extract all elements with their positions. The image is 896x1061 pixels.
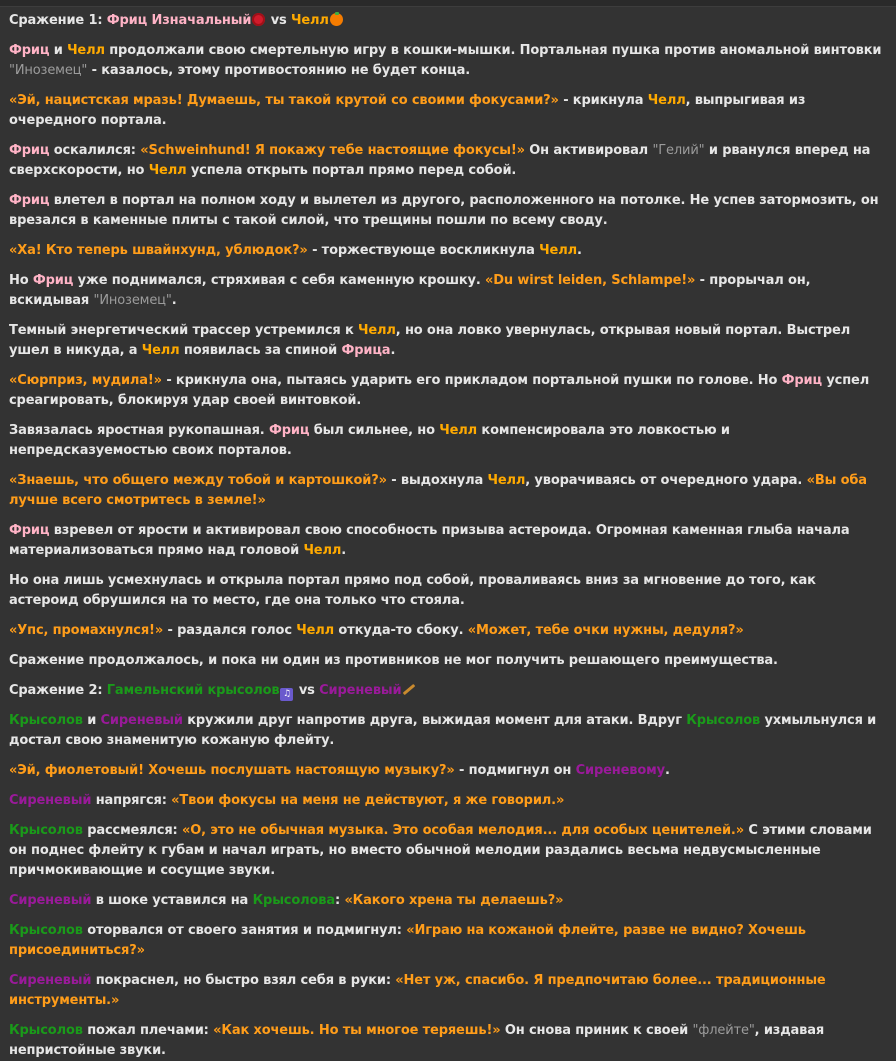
flute-icon — [402, 683, 416, 696]
highlighted-text: Крысолов — [686, 713, 761, 728]
text-segment: и рванулся вперед на сверхскорости, но — [9, 143, 871, 178]
story-paragraph — [9, 141, 888, 181]
highlighted-text: Челл — [148, 163, 187, 178]
highlighted-text: Челл — [647, 93, 686, 108]
text-segment: успела открыть портал прямо перед собой. — [186, 163, 517, 178]
story-paragraph — [9, 421, 888, 461]
text-segment: Но — [9, 273, 33, 288]
highlighted-text: Фриц Изначальный — [106, 13, 252, 28]
story-paragraph — [9, 191, 888, 231]
story-paragraph — [9, 521, 888, 561]
highlighted-text: Челл — [141, 343, 180, 358]
highlighted-text: «Может, тебе очки нужны, дедуля?» — [467, 623, 744, 638]
highlighted-text: Сиреневый — [9, 793, 92, 808]
highlighted-text: Фриц — [32, 273, 74, 288]
highlighted-text: «Du wirst leiden, Schlampe!» — [485, 273, 696, 288]
highlighted-text: Фриц — [9, 143, 50, 158]
story-paragraph — [9, 91, 888, 131]
text-segment: . — [576, 243, 582, 258]
highlighted-text: «Нет уж, спасибо. Я предпочитаю более... традиционные инструменты.» — [9, 973, 826, 1008]
text-segment: vs — [294, 683, 320, 698]
text-segment: - подмигнул он — [454, 763, 576, 778]
text-segment: Темный энергетический трассер устремился к — [9, 323, 359, 338]
highlighted-text: Гамельнский крысолов — [106, 683, 280, 698]
text-segment: продолжали свою смертельную игру в кошки-мышки. Портальная пушка против аномальной винтовки — [104, 43, 882, 58]
highlighted-text: "Гелий" — [652, 143, 705, 158]
text-segment: и — [49, 43, 68, 58]
highlighted-text: «Эй, нацистская мразь! Думаешь, ты такой крутой со своими фокусами?» — [9, 93, 559, 108]
text-segment: Сражение 2: — [9, 683, 107, 698]
story-paragraph — [9, 681, 888, 701]
highlighted-text: «Как хочешь. Но ты многое теряешь!» — [213, 1023, 501, 1038]
text-segment: - раздался голос — [163, 623, 297, 638]
text-segment: оскалился: — [49, 143, 141, 158]
highlighted-text: «Какого хрена ты делаешь?» — [344, 893, 564, 908]
text-segment: откуда-то сбоку. — [334, 623, 468, 638]
text-segment: и — [82, 713, 101, 728]
text-segment: Завязалась яростная рукопашная. — [9, 423, 269, 438]
story-paragraph — [9, 921, 888, 961]
highlighted-text: Крысолов — [9, 1023, 83, 1038]
text-segment: , выпрыгивая из очередного портала. — [9, 93, 806, 128]
highlighted-text: «О, это не обычная музыка. Это особая мелодия... для особых ценителей.» — [181, 823, 744, 838]
text-segment: : — [335, 893, 345, 908]
text-segment: Сражение 1: — [9, 13, 107, 28]
story-paragraph — [9, 1021, 888, 1061]
text-segment: - прорычал он, вскидывая — [9, 273, 811, 308]
text-segment: . — [664, 763, 670, 778]
highlighted-text: Челл — [539, 243, 577, 258]
story-paragraph — [9, 711, 888, 751]
text-segment: кружили друг напротив друга, выжидая момент для атаки. Вдруг — [182, 713, 687, 728]
story-paragraph — [9, 821, 888, 881]
text-segment: влетел в портал на полном ходу и вылетел из другого, расположенного на потолке. Не успев затормозить, он врезался в каменные плиты с такой силой, что трещины пошли по всему своду. — [9, 193, 879, 228]
top-bar — [0, 0, 896, 7]
highlighted-text: Сиреневый — [100, 713, 183, 728]
highlighted-text: Фриц — [9, 43, 50, 58]
story-paragraph — [9, 11, 888, 31]
notes-icon: ♫ — [280, 688, 293, 701]
story-text — [0, 7, 896, 1061]
text-segment: Он снова приник к своей — [500, 1023, 693, 1038]
highlighted-text: Фрица — [341, 343, 391, 358]
highlighted-text: Челл — [439, 423, 478, 438]
story-paragraph — [9, 41, 888, 81]
text-segment: ухмыльнулся и достал свою знаменитую кожаную флейту. — [9, 713, 877, 748]
story-paragraph — [9, 891, 888, 911]
highlighted-text: «Эй, фиолетовый! Хочешь послушать настоящую музыку?» — [9, 763, 455, 778]
text-segment: рассмеялся: — [82, 823, 182, 838]
highlighted-text: Челл — [358, 323, 396, 338]
highlighted-text: "Иноземец" — [9, 63, 88, 78]
story-paragraph — [9, 621, 888, 641]
highlighted-text: Сиреневый — [9, 973, 92, 988]
highlighted-text: Фриц — [781, 373, 822, 388]
text-segment: оторвался от своего занятия и подмигнул: — [82, 923, 407, 938]
highlighted-text: Фриц — [9, 523, 50, 538]
story-paragraph — [9, 791, 888, 811]
story-paragraph — [9, 651, 888, 671]
orange-icon — [330, 13, 343, 26]
text-segment: Он активировал — [524, 143, 653, 158]
text-segment: - выдохнула — [386, 473, 488, 488]
highlighted-text: Крысолов — [9, 923, 83, 938]
text-segment: был сильнее, но — [309, 423, 440, 438]
highlighted-text: «Schweinhund! Я покажу тебе настоящие фокусы!» — [140, 143, 525, 158]
highlighted-text: Челл — [487, 473, 526, 488]
highlighted-text: Крысолов — [9, 823, 83, 838]
highlighted-text: «Твои фокусы на меня не действуют, я же говорил.» — [171, 793, 565, 808]
devil-icon — [252, 13, 265, 26]
story-paragraph — [9, 761, 888, 781]
text-segment: - крикнула она, пытаясь ударить его прикладом портальной пушки по голове. Но — [161, 373, 782, 388]
text-segment: . — [390, 343, 396, 358]
highlighted-text: «Упс, промахнулся!» — [9, 623, 164, 638]
highlighted-text: «Играю на кожаной флейте, разве не видно? Хочешь присоединиться?» — [9, 923, 806, 958]
highlighted-text: Челл — [67, 43, 105, 58]
highlighted-text: "Иноземец" — [93, 293, 172, 308]
text-segment: , издавая непристойные звуки. — [9, 1023, 825, 1058]
highlighted-text: «Сюрприз, мудила!» — [9, 373, 162, 388]
text-segment: Но она лишь усмехнулась и открыла портал прямо под собой, проваливаясь вниз за мгновение до того, как астероид обрушился на то место, где она только что стояла. — [9, 573, 816, 608]
story-paragraph — [9, 571, 888, 611]
text-segment: напрягся: — [91, 793, 172, 808]
text-segment: , уворачиваясь от очередного удара. — [525, 473, 807, 488]
text-segment: взревел от ярости и активировал свою способность призыва астероида. Огромная каменная глыба начала материализоваться прямо над головой — [9, 523, 850, 558]
text-segment: успел среагировать, блокируя удар своей винтовкой. — [9, 373, 870, 408]
highlighted-text: «Ха! Кто теперь швайнхунд, ублюдок?» — [9, 243, 308, 258]
highlighted-text: Челл — [296, 623, 335, 638]
text-segment: . — [171, 293, 177, 308]
text-segment: Сражение продолжалось, и пока ни один из противников не мог получить решающего преимущества. — [9, 653, 778, 668]
text-segment: . — [341, 543, 347, 558]
highlighted-text: Челл — [291, 13, 329, 28]
story-paragraph — [9, 271, 888, 311]
story-paragraph — [9, 241, 888, 261]
highlighted-text: Челл — [303, 543, 342, 558]
text-segment: в шоке уставился на — [91, 893, 253, 908]
highlighted-text: «Знаешь, что общего между тобой и картошкой?» — [9, 473, 387, 488]
text-segment: уже поднимался, стряхивая с себя каменную крошку. — [73, 273, 486, 288]
text-segment: - крикнула — [558, 93, 648, 108]
text-segment: С этими словами он поднес флейту к губам и начал играть, но вместо обычной мелодии раздались весьма недвусмысленные причмокивающие и сосущие звуки. — [9, 823, 872, 878]
text-segment: , но она ловко увернулась, открывая новый портал. Выстрел ушел в никуда, а — [9, 323, 851, 358]
highlighted-text: Сиреневому — [575, 763, 665, 778]
highlighted-text: Фриц — [268, 423, 310, 438]
highlighted-text: Сиреневый — [9, 893, 92, 908]
text-segment: - торжествующе воскликнула — [307, 243, 540, 258]
highlighted-text: Фриц — [9, 193, 50, 208]
highlighted-text: Крысолова — [252, 893, 335, 908]
text-segment: покраснел, но быстро взял себя в руки: — [91, 973, 396, 988]
text-segment: - казалось, этому противостоянию не будет конца. — [87, 63, 470, 78]
text-segment: компенсировала это ловкостью и непредсказуемостью своих порталов. — [9, 423, 730, 458]
story-paragraph — [9, 371, 888, 411]
highlighted-text: Крысолов — [9, 713, 83, 728]
story-paragraph — [9, 971, 888, 1011]
highlighted-text: "флейте" — [692, 1023, 755, 1038]
highlighted-text: Сиреневый — [319, 683, 402, 698]
text-segment: vs — [266, 13, 291, 28]
story-paragraph — [9, 321, 888, 361]
highlighted-text: «Вы оба лучше всего смотритесь в земле!» — [9, 473, 867, 508]
story-paragraph — [9, 471, 888, 511]
text-segment: появилась за спиной — [179, 343, 342, 358]
text-segment: пожал плечами: — [82, 1023, 214, 1038]
